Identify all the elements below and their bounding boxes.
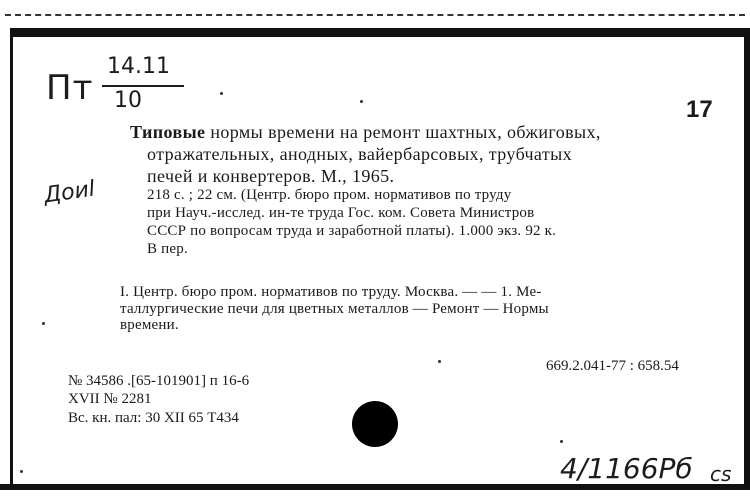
description-line-4: В пер.	[147, 241, 188, 257]
speck	[438, 360, 441, 363]
registry-line-2: XVII № 2281	[68, 391, 152, 407]
card-number: 17	[686, 96, 713, 123]
subject-line-2: таллургические печи для цветных металлов — Ремонт — Нормы	[120, 301, 549, 317]
title-line-3: печей и конвертеров. М., 1965.	[147, 166, 395, 186]
handwritten-margin-note: Дoиl	[42, 176, 97, 209]
title-line-1	[130, 122, 601, 143]
handwritten-bottom-mark: 4/1166Рб	[560, 452, 693, 485]
punch-hole	[352, 401, 398, 447]
top-perforation-line	[5, 14, 745, 16]
top-strip	[0, 0, 750, 20]
subject-line-1: I. Центр. бюро пром. нормативов по труду. Москва. — — 1. Ме-	[120, 284, 542, 300]
card-top-border	[10, 28, 750, 37]
speck	[20, 470, 23, 473]
registry-line-3: Вс. кн. пал: 30 XII 65 Т434	[68, 410, 239, 426]
handwritten-code: Пт	[46, 68, 94, 108]
speck	[560, 440, 563, 443]
registry-line-1: № 34586 .[65-101901] п 16-6	[68, 373, 250, 389]
card-left-border	[10, 28, 13, 488]
speck	[360, 100, 363, 103]
description-line-1: 218 с. ; 22 см. (Центр. бюро пром. нормативов по труду	[147, 187, 512, 203]
fraction-line	[102, 85, 184, 87]
title-line-1-rest: нормы времени на ремонт шахтных, обжиговых,	[205, 122, 601, 142]
title-line-2: отражательных, анодных, вайербарсовых, трубчатых	[147, 144, 572, 164]
card-right-border	[744, 28, 750, 490]
udc-classification: 669.2.041-77 : 658.54	[546, 358, 679, 374]
handwritten-numerator: 14.11	[107, 54, 170, 79]
title-lead-word: Типовые	[130, 122, 206, 142]
subject-line-3: времени.	[120, 317, 179, 333]
handwritten-denominator: 10	[114, 88, 142, 113]
speck	[42, 322, 45, 325]
description-line-3: СССР по вопросам труда и заработной платы). 1.000 экз. 92 к.	[147, 223, 557, 239]
handwritten-bottom-corner: cs	[710, 462, 732, 486]
speck	[220, 92, 223, 95]
description-line-2: при Науч.-исслед. ин-те труда Гос. ком. Совета Министров	[147, 205, 535, 221]
